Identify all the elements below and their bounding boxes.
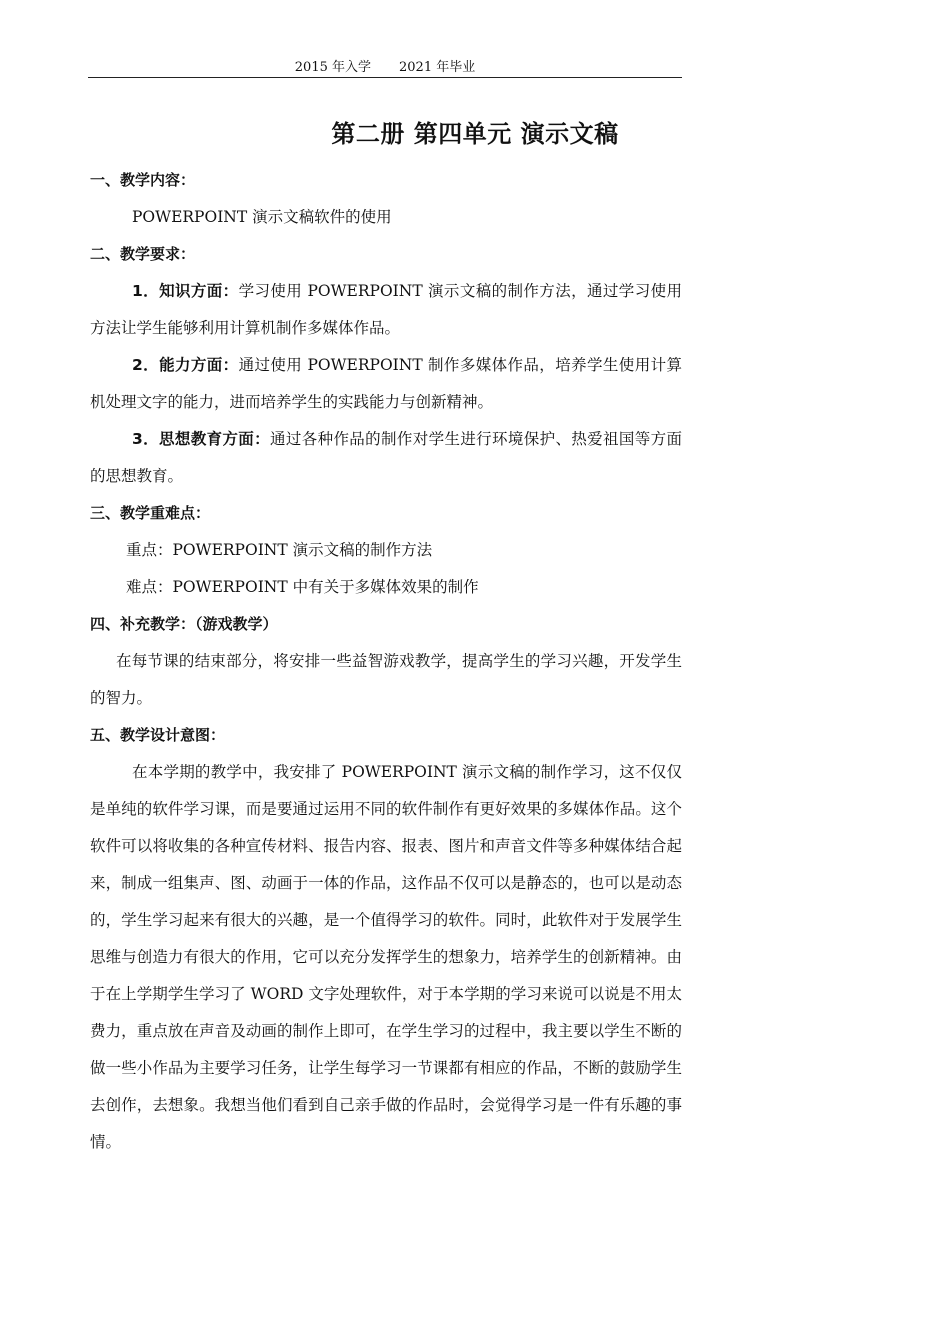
requirement-text: 通过使用 POWERPOINT 制作多媒体作品，培养学生使用计算机处理文字的能力，进而培养学生的实践能力与创新精神。	[90, 356, 682, 411]
page-title: 第二册 第四单元 演示文稿	[331, 120, 619, 148]
page-header	[88, 56, 682, 78]
difficult-point: 难点：POWERPOINT 中有关于多媒体效果的制作	[126, 578, 479, 596]
requirement-text: 学习使用 POWERPOINT 演示文稿的制作方法，通过学习使用方法让学生能够利用计算机制作多媒体作品。	[90, 282, 682, 337]
requirement-label: 1．知识方面：	[132, 282, 239, 300]
key-point: 重点：POWERPOINT 演示文稿的制作方法	[126, 541, 433, 559]
header-enroll-year: 2015 年入学	[294, 60, 371, 75]
section-heading-supplement: 四、补充教学：（游戏教学）	[90, 615, 278, 633]
header-graduate-year: 2021 年毕业	[399, 60, 476, 75]
requirement-knowledge	[90, 273, 682, 347]
content-text: POWERPOINT 演示文稿软件的使用	[132, 208, 392, 226]
section-heading-design-intent: 五、教学设计意图：	[90, 726, 226, 744]
requirement-label: 3．思想教育方面：	[132, 430, 271, 448]
document-body	[90, 162, 682, 1161]
requirement-ability	[90, 347, 682, 421]
requirement-label: 2．能力方面：	[132, 356, 239, 374]
design-intent-text: 在本学期的教学中，我安排了 POWERPOINT 演示文稿的制作学习，这不仅仅是单纯的软件学习课，而是要通过运用不同的软件制作有更好效果的多媒体作品。这个软件可以将收集的各种宣传材料、报告内容、报表、图片和声音文件等多种媒体结合起来，制成一组集声、图、动画于一体的作品，这作品不仅可以是静态的，也可以是动态的，学生学习起来有很大的兴趣，是一个值得学习的软件。同时，此软件对于发展学生思维与创造力有很大的作用，它可以充分发挥学生的想象力，培养学生的创新精神。由于在上学期学生学习了 WORD 文字处理软件，对于本学期的学习来说可以说是不用太费力，重点放在声音及动画的制作上即可，在学生学习的过程中，我主要以学生不断的做一些小作品为主要学习任务，让学生每学习一节课都有相应的作品，不断的鼓励学生去创作，去想象。我想当他们看到自己亲手做的作品时，会觉得学习是一件有乐趣的事情。	[90, 763, 682, 1151]
section-heading-content: 一、教学内容：	[90, 171, 196, 189]
supplement-text: 在每节课的结束部分，将安排一些益智游戏教学，提高学生的学习兴趣，开发学生的智力。	[90, 652, 682, 707]
section-heading-requirements: 二、教学要求：	[90, 245, 196, 263]
requirement-ideology	[90, 421, 682, 495]
section-heading-keypoints: 三、教学重难点：	[90, 504, 211, 522]
requirement-text: 通过各种作品的制作对学生进行环境保护、热爱祖国等方面的思想教育。	[90, 430, 682, 485]
